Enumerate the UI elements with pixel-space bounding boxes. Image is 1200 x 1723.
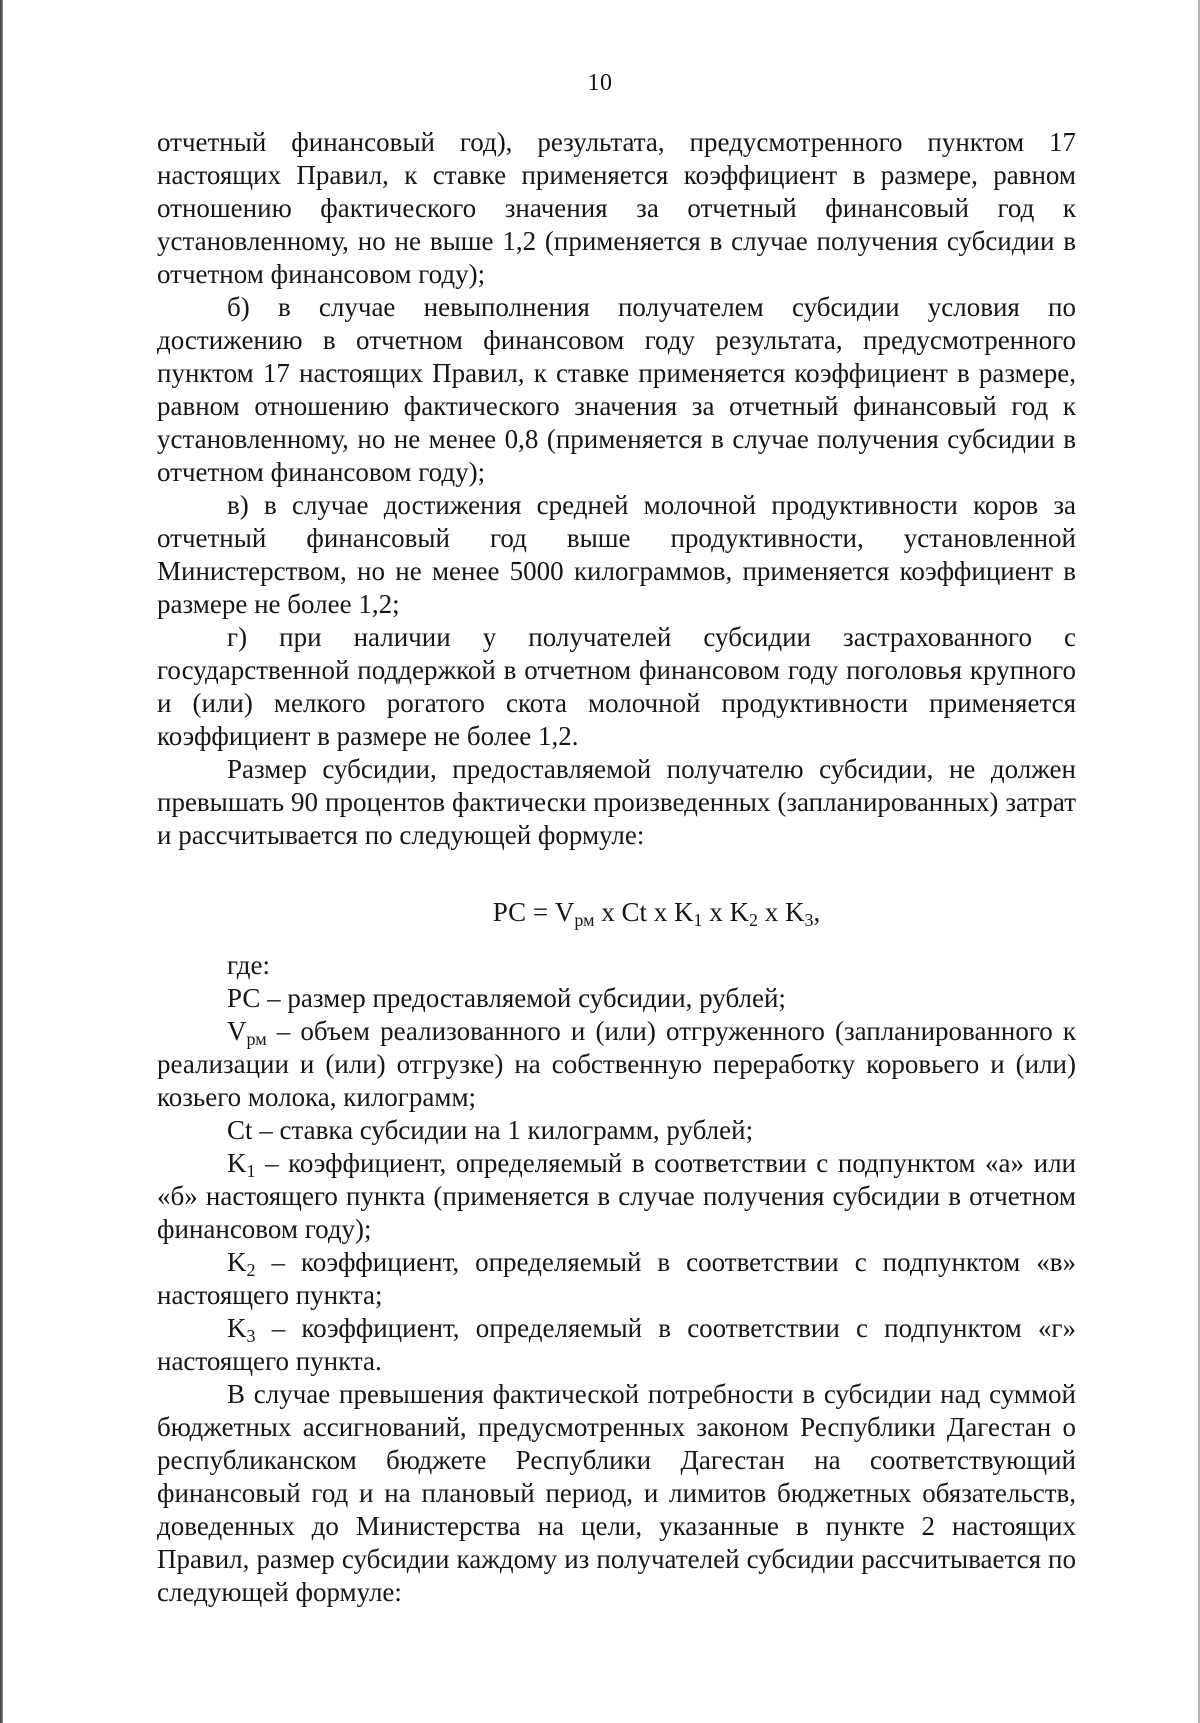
formula-sub-v: рм <box>574 910 595 930</box>
definition-k2-text: – коэффициент, определяемый в соответствии с подпунктом «в» настоящего пункта; <box>157 1247 1076 1310</box>
paragraph-closing: В случае превышения фактической потребности в субсидии над суммой бюджетных ассигнований, предусмотренных законом Республики Дагестан о республиканском бюджете Республики Дагестан на соответствующий финансовый год и на плановый период, и лимитов бюджетных обязательств, доведенных до Министерства на цели, указанные в пункте 2 настоящих Правил, размер субсидии каждому из получателей субсидии рассчитывается по следующей формуле: <box>157 1379 1076 1607</box>
document-body <box>157 126 1076 1609</box>
definition-k1-sub: 1 <box>246 1161 256 1181</box>
definition-k2 <box>157 1246 1076 1312</box>
definition-k3 <box>157 1312 1076 1378</box>
formula-mid-2: х K <box>702 897 749 927</box>
paragraph-subitem-g: г) при наличии у получателей субсидии застрахованного с государственной поддержкой в отчетном финансовом году поголовья крупного и (или) мелкого рогатого скота молочной продуктивности применяется коэффициент в размере не более 1,2. <box>157 622 1076 751</box>
definition-k1-symbol: K <box>227 1148 247 1178</box>
formula-sub-2: 2 <box>748 910 758 930</box>
definition-ct: Ct – ставка субсидии на 1 килограмм, рублей; <box>227 1115 754 1145</box>
formula-lhs: РС = V <box>492 897 575 927</box>
definition-v-sub: рм <box>246 1029 267 1049</box>
definition-v-text: – объем реализованного и (или) отгруженного (запланированного к реализации и (или) отгрузке) на собственную переработку коровьего и (или) козьего молока, килограмм; <box>157 1016 1076 1112</box>
definition-v-symbol: V <box>227 1016 247 1046</box>
definition-pc: РС – размер предоставляемой субсидии, рублей; <box>227 983 786 1013</box>
paragraph-subsidy-size: Размер субсидии, предоставляемой получателю субсидии, не должен превышать 90 процентов фактически произведенных (запланированных) затрат и рассчитывается по следующей формуле: <box>157 754 1076 850</box>
paragraph-continuation: отчетный финансовый год), результата, предусмотренного пунктом 17 настоящих Правил, к ставке применяется коэффициент в размере, равном отношению фактического значения за отчетный финансовый год к установленному, но не выше 1,2 (применяется в случае получения субсидии в отчетном финансовом году); <box>157 127 1076 289</box>
definition-k3-text: – коэффициент, определяемый в соответствии с подпунктом «г» настоящего пункта. <box>157 1313 1076 1376</box>
formula-sub-3: 3 <box>804 910 814 930</box>
formula-subsidy <box>237 896 1076 929</box>
paragraph-subitem-b: б) в случае невыполнения получателем субсидии условия по достижению в отчетном финансовом году результата, предусмотренного пунктом 17 настоящих Правил, к ставке применяется коэффициент в размере, равном отношению фактического значения за отчетный финансовый год к установленному, но не менее 0,8 (применяется в случае получения субсидии в отчетном финансовом году); <box>157 292 1076 487</box>
page-number: 10 <box>587 70 613 96</box>
paragraph-subitem-v: в) в случае достижения средней молочной продуктивности коров за отчетный финансовый год выше продуктивности, установленной Министерством, но не менее 5000 килограммов, применяется коэффициент в размере не более 1,2; <box>157 490 1076 619</box>
formula-end: , <box>813 897 821 927</box>
formula-mid-1: х Ct х K <box>594 897 694 927</box>
definition-k1-text: – коэффициент, определяемый в соответствии с подпунктом «а» или «б» настоящего пункта (применяется в случае получения субсидии в отчетном финансовом году); <box>157 1148 1076 1244</box>
definition-k1 <box>157 1147 1076 1246</box>
formula-sub-1: 1 <box>693 910 703 930</box>
definition-v <box>157 1015 1076 1114</box>
definition-where: где: <box>227 950 270 980</box>
definition-k2-sub: 2 <box>246 1260 256 1280</box>
definition-k3-sub: 3 <box>246 1326 256 1346</box>
scan-edge-left <box>0 0 3 1723</box>
definition-k3-symbol: K <box>227 1313 247 1343</box>
formula-mid-3: х K <box>757 897 805 927</box>
definition-k2-symbol: K <box>227 1247 247 1277</box>
